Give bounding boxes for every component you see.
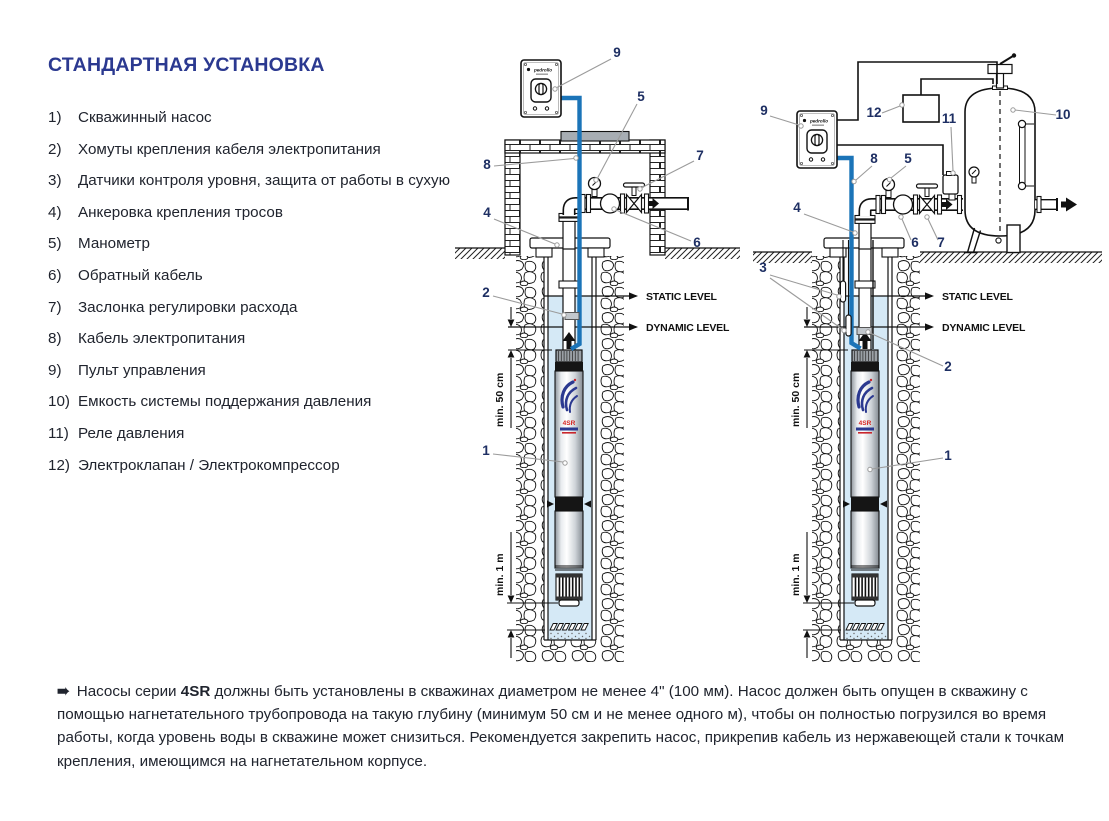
diagram-pressure-system-installation <box>753 53 1102 662</box>
callout-9: 9 <box>760 103 768 118</box>
list-item <box>48 355 450 387</box>
callout-8: 8 <box>483 157 491 172</box>
note-text-start: Насосы серии <box>76 683 181 700</box>
flange <box>855 216 875 219</box>
list-item <box>48 323 450 355</box>
riser-upper <box>859 222 871 249</box>
arrow-icon: ➠ <box>57 683 70 700</box>
ground-surface <box>753 252 1102 263</box>
item-number: 11) <box>48 424 69 442</box>
pressure-switch <box>943 172 958 201</box>
item-number: 1) <box>48 109 62 126</box>
list-item <box>48 292 450 324</box>
tank-outlet <box>1035 197 1077 213</box>
list-item <box>48 450 450 482</box>
callout-4: 4 <box>483 205 491 220</box>
item-label: Датчики контроля уровня, защита от работы в сухую <box>78 172 450 190</box>
callout-12: 12 <box>866 105 882 120</box>
callout-6: 6 <box>693 235 701 250</box>
installation-diagrams <box>450 30 1109 675</box>
item-label: Скважинный насос <box>78 109 212 126</box>
note-series-name: 4SR <box>180 683 211 700</box>
callout-5: 5 <box>637 89 645 104</box>
callout-3: 3 <box>759 260 767 275</box>
flange <box>1037 197 1041 213</box>
item-number: 4) <box>48 203 62 221</box>
flange <box>621 194 625 213</box>
item-number: 3) <box>48 172 62 190</box>
item-label: Манометр <box>78 235 150 253</box>
list-item <box>48 102 450 134</box>
list-item <box>48 228 450 260</box>
flange <box>882 196 886 214</box>
list-item <box>48 386 450 418</box>
item-number: 6) <box>48 266 62 284</box>
parts-list <box>48 102 450 481</box>
callout-7: 7 <box>696 148 704 163</box>
callout-9: 9 <box>613 45 621 60</box>
item-number: 10) <box>48 393 70 411</box>
check-valve <box>894 195 913 214</box>
item-number: 8) <box>48 330 62 348</box>
flange <box>855 220 875 223</box>
pit-lid <box>505 140 665 153</box>
item-label: Хомуты крепления кабеля электропитания <box>78 140 381 158</box>
page-title: СТАНДАРТНАЯ УСТАНОВКА <box>48 54 325 76</box>
level-probe <box>846 315 851 336</box>
callout-8: 8 <box>870 151 878 166</box>
callout-10: 10 <box>1055 107 1071 122</box>
item-number: 2) <box>48 140 62 158</box>
item-label: Кабель электропитания <box>78 330 246 348</box>
tank-drain <box>996 238 1001 243</box>
callout-5: 5 <box>904 151 912 166</box>
list-item <box>48 260 450 292</box>
item-number: 7) <box>48 298 62 316</box>
valve-handle <box>624 183 645 187</box>
item-label: Электроклапан / Электрокомпрессор <box>78 456 340 474</box>
pit-wall-left <box>505 140 520 255</box>
callout-6: 6 <box>911 235 919 250</box>
callout-1: 1 <box>944 448 952 463</box>
callout-2: 2 <box>482 285 490 300</box>
callout-7: 7 <box>937 235 945 250</box>
item-label: Обратный кабель <box>78 266 203 284</box>
callout-11: 11 <box>941 111 957 126</box>
list-item <box>48 418 450 450</box>
pit-cover-slab <box>561 132 629 142</box>
flange <box>958 196 962 214</box>
callout-1: 1 <box>482 443 490 458</box>
item-label: Анкеровка крепления тросов <box>78 203 283 221</box>
electrovalve-box <box>903 95 939 122</box>
item-number: 5) <box>48 235 62 253</box>
tank-top-valve <box>988 53 1016 89</box>
note-text-rest: должны быть установлены в скважинах диаметром не менее 4" (100 мм). Насос должен быть опущен в скважину с помощью нагнетательного трубопровода на такую глубину (минимум 50 см и не менее одного м), чтобы он полностью погрузился во время работы, когда уровень воды в скважине может снизиться. Рекомендуется закрепить насос, прикрепив кабель из нержавеющей стали к точкам крепления, имеющимся на нагнетательном корпусе. <box>57 683 1065 770</box>
flow-direction-arrow-icon <box>1066 198 1077 212</box>
flange <box>876 196 880 214</box>
list-item <box>48 165 450 197</box>
well-pit <box>505 132 665 256</box>
callout-2: 2 <box>944 359 952 374</box>
flange <box>914 195 918 214</box>
item-label: Заслонка регулировки расхода <box>78 298 298 316</box>
item-label: Пульт управления <box>78 361 206 379</box>
item-number: 12) <box>48 456 70 474</box>
item-label: Емкость системы поддержания давления <box>78 393 372 411</box>
installation-note <box>57 680 1077 773</box>
item-label: Реле давления <box>78 424 185 442</box>
diagram-basic-installation <box>455 45 740 662</box>
flange <box>645 194 649 213</box>
cable-clamp <box>565 313 579 320</box>
flange <box>587 195 591 213</box>
valve-handle <box>917 184 938 188</box>
item-number: 9) <box>48 361 62 379</box>
flange <box>559 218 579 221</box>
callout-4: 4 <box>793 200 801 215</box>
flange <box>938 195 942 214</box>
list-item <box>48 197 450 229</box>
pressure-tank <box>964 53 1077 252</box>
list-item <box>48 134 450 166</box>
level-probe <box>840 281 845 302</box>
discharge-piping <box>569 178 688 216</box>
